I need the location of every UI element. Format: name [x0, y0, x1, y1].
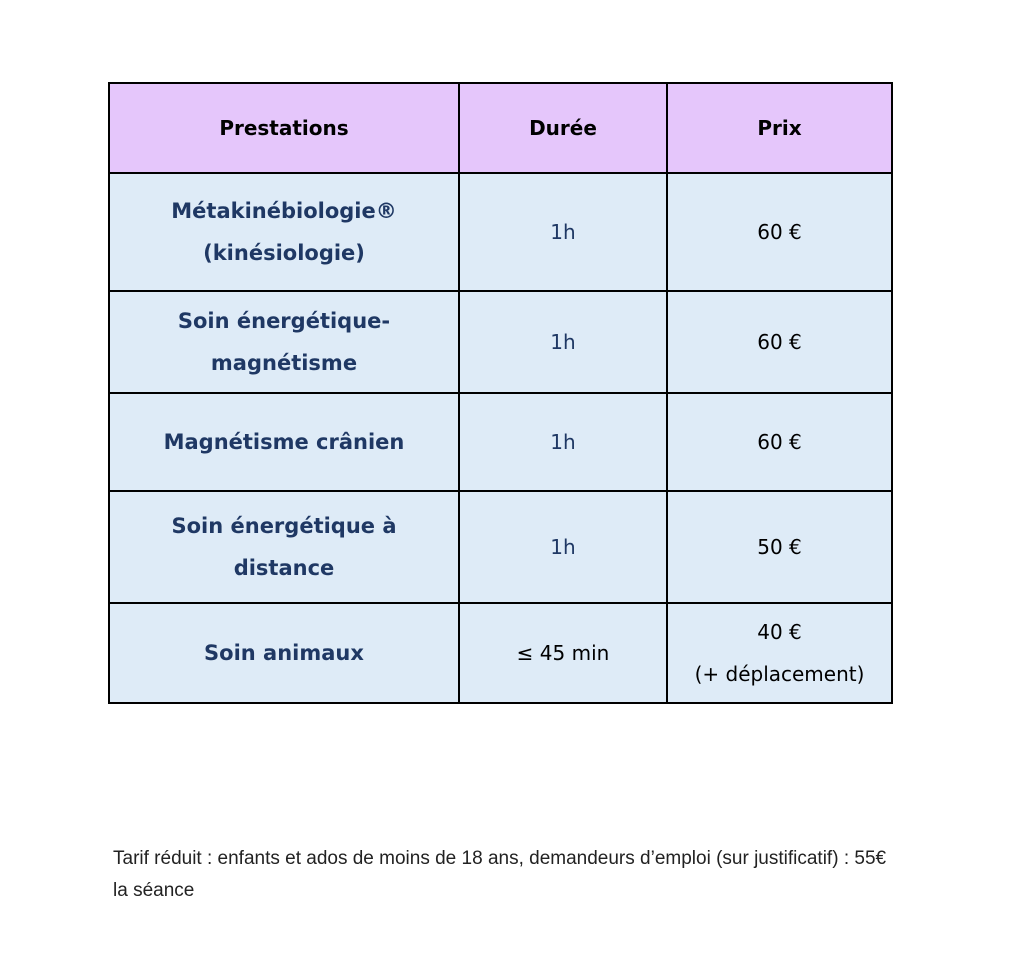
service-name-line-1: Soin énergétique à [171, 514, 397, 538]
price-cell [667, 603, 892, 703]
service-cell [109, 393, 459, 491]
table-row [109, 291, 892, 393]
price-value: 60 € [757, 330, 802, 354]
service-name-line-1: Métakinébiologie® [171, 199, 397, 223]
price-value: 40 € [757, 620, 802, 644]
header-service: Prestations [109, 83, 459, 173]
service-name-line-1: Soin animaux [204, 641, 364, 665]
reduced-rate-note: Tarif réduit : enfants et ados de moins de 18 ans, demandeurs d’emploi (sur justificatif) : 55€ la séance [113, 848, 887, 901]
duration-cell [459, 291, 667, 393]
table-row [109, 393, 892, 491]
service-name-line-2: (kinésiologie) [203, 241, 365, 265]
table-header-row [109, 83, 892, 173]
service-name-line-2: magnétisme [210, 351, 358, 375]
service-name-line-1: Soin énergétique- [177, 309, 391, 333]
duration-value: 1h [550, 220, 576, 244]
header-price: Prix [667, 83, 892, 173]
price-value: 60 € [757, 220, 802, 244]
duration-value: 1h [550, 535, 576, 559]
table-row [109, 491, 892, 603]
service-cell [109, 491, 459, 603]
price-cell [667, 393, 892, 491]
duration-value: ≤ 45 min [516, 641, 610, 665]
price-note: (+ déplacement) [694, 662, 865, 686]
duration-value: 1h [550, 330, 576, 354]
duration-cell [459, 173, 667, 291]
header-duration: Durée [459, 83, 667, 173]
price-value: 50 € [757, 535, 802, 559]
duration-cell [459, 491, 667, 603]
duration-cell [459, 393, 667, 491]
price-value: 60 € [757, 430, 802, 454]
service-cell [109, 173, 459, 291]
service-name-line-2: distance [233, 556, 335, 580]
duration-cell [459, 603, 667, 703]
price-cell [667, 173, 892, 291]
price-cell [667, 291, 892, 393]
service-cell [109, 603, 459, 703]
table-row [109, 173, 892, 291]
price-cell [667, 491, 892, 603]
service-name-line-1: Magnétisme crânien [163, 430, 405, 454]
duration-value: 1h [550, 430, 576, 454]
service-cell [109, 291, 459, 393]
price-table [108, 82, 893, 704]
table-row [109, 603, 892, 703]
